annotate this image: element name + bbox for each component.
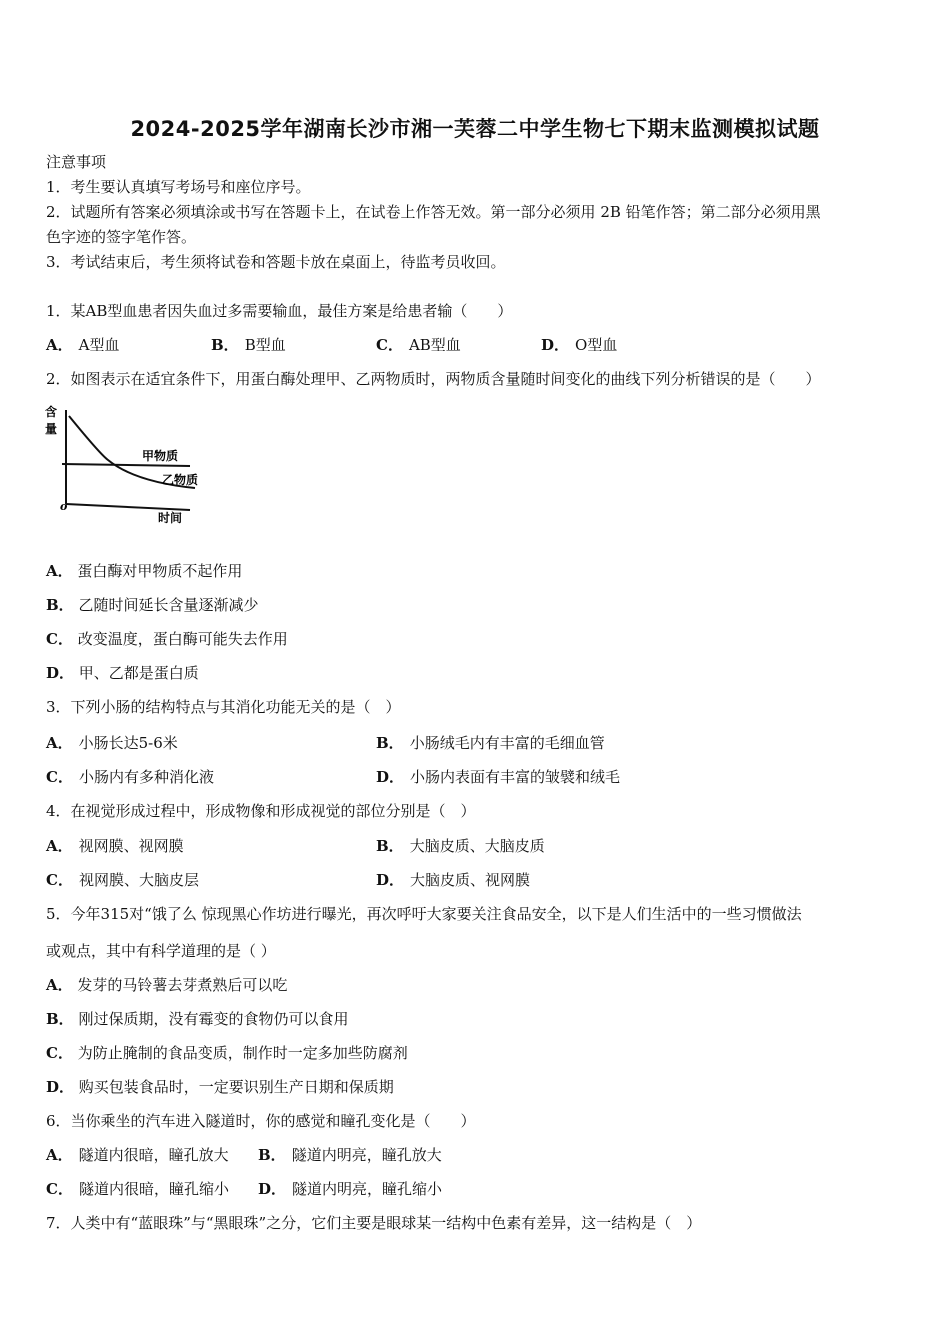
x-axis-label: 时间 (158, 511, 183, 525)
option-a: A． A型血 (46, 336, 120, 354)
enzyme-curve-graph (40, 402, 220, 532)
enzyme-curve-figure (40, 402, 220, 532)
notice-item: 色字迹的签字笔作答。 (46, 228, 197, 246)
x-axis (66, 504, 190, 510)
option-a: A． 视网膜、视网膜 (46, 837, 184, 855)
option-a: A． 蛋白酶对甲物质不起作用 (46, 562, 243, 580)
option-b: B． 大脑皮质、大脑皮质 (376, 837, 545, 855)
option-b: B． 刚过保质期，没有霉变的食物仍可以食用 (46, 1010, 349, 1028)
notice-item: 2．试题所有答案必须填涂或书写在答题卡上，在试卷上作答无效。第一部分必须用 2B 铅笔作答；第二部分必须用黑 (46, 203, 821, 221)
origin-label: o (60, 500, 68, 513)
question-stem: 3．下列小肠的结构特点与其消化功能无关的是（ ） (46, 698, 401, 716)
option-d: D． O型血 (541, 336, 618, 354)
option-c: C． 隧道内很暗，瞳孔缩小 (46, 1180, 229, 1198)
option-a: A． 隧道内很暗，瞳孔放大 (46, 1146, 229, 1164)
option-c: C． 视网膜、大脑皮层 (46, 871, 199, 889)
option-d: D． 购买包装食品时，一定要识别生产日期和保质期 (46, 1078, 394, 1096)
question-stem: 7．人类中有“蓝眼珠”与“黑眼珠”之分，它们主要是眼球某一结构中色素有差异，这一结构是（ ） (46, 1214, 702, 1232)
option-b: B． 乙随时间延长含量逐渐减少 (46, 596, 259, 614)
option-d: D． 大脑皮质、视网膜 (376, 871, 531, 889)
curve-a (62, 464, 190, 466)
option-b: B． 隧道内明亮，瞳孔放大 (258, 1146, 442, 1164)
y-axis-label: 量 (45, 422, 58, 436)
option-d: D． 隧道内明亮，瞳孔缩小 (258, 1180, 443, 1198)
curve-a-label: 甲物质 (142, 449, 179, 463)
question-stem: 5．今年315对“饿了么 惊现黑心作坊进行曝光，再次呼吁大家要关注食品安全，以下是人们生活中的一些习惯做法 (46, 905, 802, 923)
exam-title: 2024-2025学年湖南长沙市湘一芙蓉二中学生物七下期末监测模拟试题 (130, 117, 820, 141)
y-axis-label: 含 (45, 405, 58, 419)
option-a: A． 发芽的马铃薯去芽煮熟后可以吃 (46, 976, 288, 994)
option-c: C． AB型血 (376, 336, 461, 354)
option-b: B． 小肠绒毛内有丰富的毛细血管 (376, 734, 605, 752)
notice-item: 1．考生要认真填写考场号和座位序号。 (46, 178, 311, 196)
option-d: D． 小肠内表面有丰富的皱襞和绒毛 (376, 768, 621, 786)
curve-b-label: 乙物质 (162, 473, 199, 487)
notice-item: 3．考试结束后，考生须将试卷和答题卡放在桌面上，待监考员收回。 (46, 253, 506, 271)
notice-heading: 注意事项 (46, 153, 107, 171)
question-stem: 2．如图表示在适宜条件下，用蛋白酶处理甲、乙两物质时，两物质含量随时间变化的曲线下列分析错误的是（ ） (46, 370, 821, 388)
option-c: C． 改变温度，蛋白酶可能失去作用 (46, 630, 288, 648)
question-stem: 1．某AB型血患者因失血过多需要输血，最佳方案是给患者输（ ） (46, 302, 513, 320)
option-c: C． 小肠内有多种消化液 (46, 768, 214, 786)
option-c: C． 为防止腌制的食品变质，制作时一定多加些防腐剂 (46, 1044, 408, 1062)
question-stem: 4．在视觉形成过程中，形成物像和形成视觉的部位分别是（ ） (46, 802, 476, 820)
option-b: B． B型血 (211, 336, 286, 354)
option-a: A． 小肠长达5-6米 (46, 734, 178, 752)
question-stem-continued: 或观点，其中有科学道理的是（ ） (46, 942, 276, 960)
question-stem: 6．当你乘坐的汽车进入隧道时，你的感觉和瞳孔变化是（ ） (46, 1112, 476, 1130)
option-d: D． 甲、乙都是蛋白质 (46, 664, 199, 682)
